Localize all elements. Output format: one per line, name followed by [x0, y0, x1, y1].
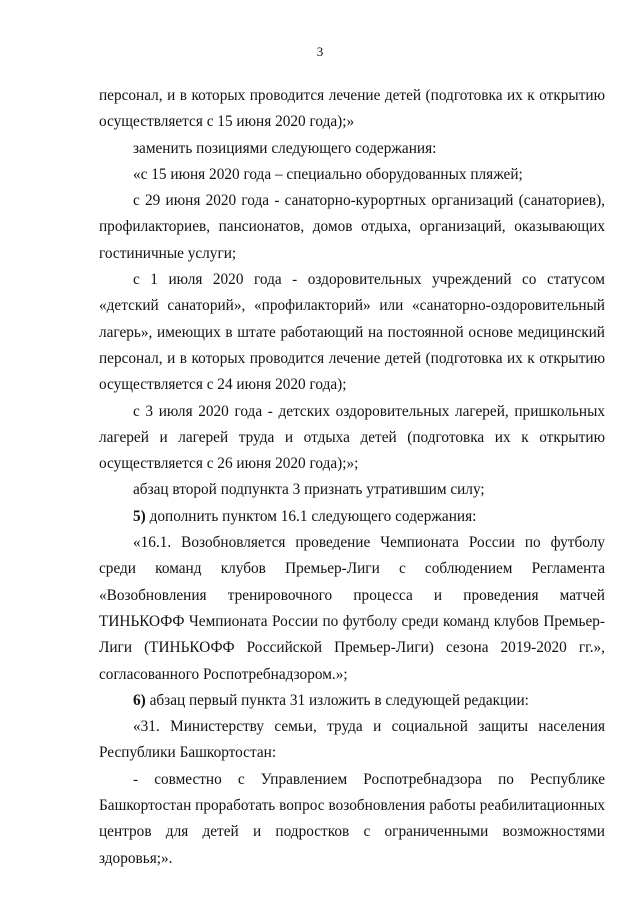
- paragraph-text: с 3 июля 2020 года - детских оздоровительных лагерей, пришкольных лагерей и лагерей труда и отдыха детей (подготовка их к открытию осуществляется с 26 июня 2020 года);»;: [99, 402, 605, 473]
- paragraph: [99, 267, 605, 398]
- item-marker: 5): [133, 507, 146, 525]
- paragraph: [99, 504, 605, 530]
- paragraph: [99, 714, 605, 767]
- page-number: 3: [316, 44, 324, 59]
- paragraph: [99, 162, 605, 188]
- paragraph-text: с 29 июня 2020 года - санаторно-курортных организаций (санаториев), профилакториев, пансионатов, домов отдыха, организаций, оказывающих гостиничные услуги;: [99, 192, 605, 262]
- paragraph: [99, 399, 605, 478]
- paragraph-text: абзац первый пункта 31 изложить в следующей редакции:: [145, 691, 529, 709]
- paragraph-text: абзац второй подпункта 3 признать утратившим силу;: [133, 481, 485, 499]
- paragraph: [99, 188, 605, 267]
- document-body: [99, 83, 605, 872]
- paragraph-text: с 1 июля 2020 года - оздоровительных учреждений со статусом «детский санаторий», «профилакторий» или «санаторно-оздоровительный лагерь», имеющих в штате работающий на постоянной основе медицинский персонал, и в которых проводится лечение детей (подготовка их к открытию осуществляется с 24 июня 2020 года);: [99, 271, 605, 394]
- paragraph-text: дополнить пунктом 16.1 следующего содержания:: [145, 507, 477, 525]
- paragraph: [99, 83, 605, 136]
- paragraph-text: «16.1. Возобновляется проведение Чемпионата России по футболу среди команд клубов Премьер-Лиги с соблюдением Регламента «Возобновления тренировочного процесса и проведения матчей ТИНЬКОФФ Чемпионата России по футболу среди команд клубов Премьер-Лиги (ТИНЬКОФФ Российской Премьер-Лиги) сезона 2019-2020 гг.», согласованного Роспотребнадзором.»;: [99, 534, 605, 683]
- paragraph: [99, 136, 605, 162]
- paragraph: [99, 688, 605, 714]
- paragraph-text: - совместно с Управлением Роспотребнадзора по Республике Башкортостан проработать вопрос возобновления работы реабилитационных центров для детей и подростков с ограниченными возможностями здоровья;».: [99, 770, 605, 867]
- paragraph: [99, 477, 605, 503]
- paragraph: [99, 767, 605, 872]
- paragraph: [99, 530, 605, 688]
- paragraph-text: «31. Министерству семьи, труда и социальной защиты населения Республики Башкортостан:: [99, 718, 605, 762]
- paragraph-text: персонал, и в которых проводится лечение детей (подготовка их к открытию осуществляется с 15 июня 2020 года);»: [99, 87, 605, 131]
- paragraph-text: «с 15 июня 2020 года – специально оборудованных пляжей;: [133, 165, 523, 183]
- item-marker: 6): [133, 691, 146, 709]
- paragraph-text: заменить позициями следующего содержания:: [133, 139, 437, 157]
